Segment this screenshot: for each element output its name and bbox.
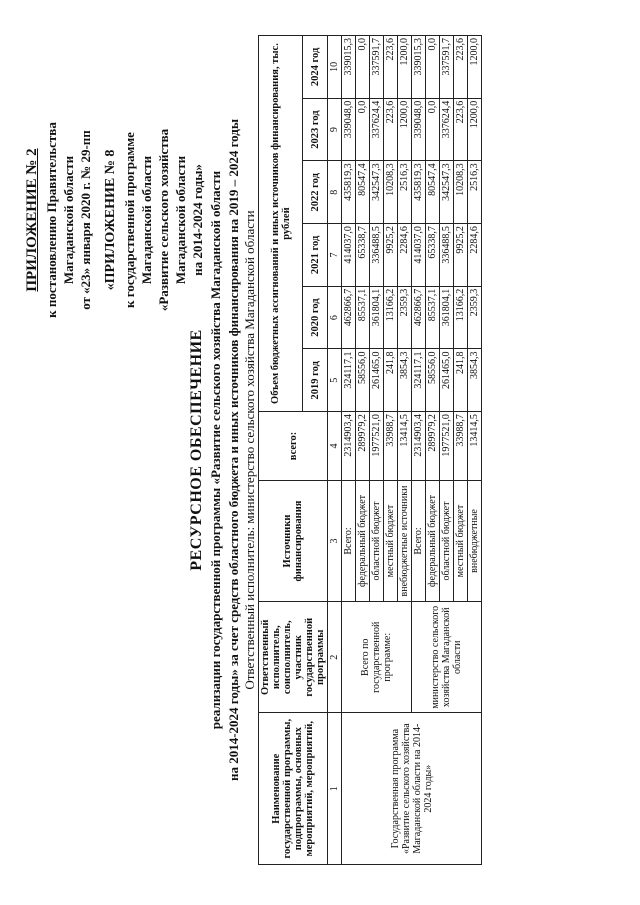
title-line-3: на 2014-2024 годы» за счет средств областного бюджета и иных источников финансирования на 2019 – 2024 годы (226, 118, 241, 782)
source-cell: внебюджетные (468, 480, 482, 601)
year-value-cell: 58556,0 (356, 349, 370, 412)
group1-executor: Всего по государственной программе: (342, 602, 412, 713)
column-numbers-row (328, 36, 342, 865)
col-header-executor: Ответственный исполнитель, соисполнитель, участник государственной программы (259, 602, 328, 713)
col-header-volume: Объем бюджетных ассигнований и иных источников финансирования, тыс. рублей (259, 36, 303, 412)
year-value-cell: 1200,0 (398, 36, 412, 99)
column-number: 10 (328, 36, 342, 99)
year-value-cell: 65338,7 (426, 224, 440, 287)
total-cell: 2314903,4 (412, 412, 426, 481)
column-number: 5 (328, 349, 342, 412)
year-value-cell: 2516,3 (468, 161, 482, 224)
year-value-cell: 223,6 (384, 36, 398, 99)
group2-executor: министерство сельского хозяйства Магаданской области (412, 602, 482, 713)
year-value-cell: 241,8 (384, 349, 398, 412)
program-name-cell: Государственная программа «Развитие сельского хозяйства Магаданской области на 2014-2024 годы» (342, 713, 482, 865)
column-number: 1 (328, 713, 342, 865)
program-line-2: Магаданской области (139, 155, 154, 285)
source-cell: Всего: (342, 480, 356, 601)
year-value-cell: 0,0 (426, 36, 440, 99)
year-value-cell: 2284,6 (468, 224, 482, 287)
year-value-cell: 1200,0 (468, 98, 482, 161)
document-title: РЕСУРСНОЕ ОБЕСПЕЧЕНИЕ (188, 329, 205, 571)
col-header-year: 2022 год (303, 161, 328, 224)
column-number: 2 (328, 602, 342, 713)
year-value-cell: 223,6 (454, 98, 468, 161)
table-body (342, 36, 482, 865)
year-value-cell: 324117,1 (342, 349, 356, 412)
year-value-cell: 337591,7 (370, 36, 384, 99)
year-value-cell: 337624,4 (440, 98, 454, 161)
col-header-year: 2019 год (303, 349, 328, 412)
year-value-cell: 342547,3 (440, 161, 454, 224)
year-value-cell: 10208,3 (384, 161, 398, 224)
column-number: 8 (328, 161, 342, 224)
year-value-cell: 337591,7 (440, 36, 454, 99)
year-value-cell: 0,0 (356, 36, 370, 99)
column-number: 7 (328, 224, 342, 287)
year-value-cell: 2359,3 (468, 286, 482, 349)
total-cell: 1977521,0 (440, 412, 454, 481)
total-cell: 13414,5 (398, 412, 412, 481)
col-header-year: 2023 год (303, 98, 328, 161)
year-value-cell: 2284,6 (398, 224, 412, 287)
program-line-1: к государственной программе (122, 132, 137, 308)
year-value-cell: 3854,3 (468, 349, 482, 412)
column-number: 3 (328, 480, 342, 601)
year-value-cell: 339048,0 (342, 98, 356, 161)
year-value-cell: 2516,3 (398, 161, 412, 224)
total-cell: 13414,5 (468, 412, 482, 481)
source-cell: областной бюджет (440, 480, 454, 601)
decree-line-2: Магаданской области (61, 155, 76, 285)
decree-date: от «23» января 2020 г. № 29-пп (78, 130, 93, 310)
year-value-cell: 342547,3 (370, 161, 384, 224)
year-value-cell: 462866,7 (342, 286, 356, 349)
total-cell: 2314903,4 (342, 412, 356, 481)
resource-table (258, 35, 482, 865)
year-value-cell: 261465,0 (370, 349, 384, 412)
year-value-cell: 1200,0 (468, 36, 482, 99)
appendix-8: «ПРИЛОЖЕНИЕ № 8 (103, 149, 118, 291)
col-header-year: 2021 год (303, 224, 328, 287)
year-value-cell: 10208,3 (454, 161, 468, 224)
document-title-block (188, 55, 258, 845)
year-value-cell: 80547,4 (356, 161, 370, 224)
year-value-cell: 435819,3 (412, 161, 426, 224)
year-value-cell: 1200,0 (398, 98, 412, 161)
year-value-cell: 85537,1 (426, 286, 440, 349)
year-value-cell: 324117,1 (412, 349, 426, 412)
title-line-2: реализации государственной программы «Развитие сельского хозяйства Магаданской области (208, 170, 223, 730)
year-value-cell: 58556,0 (426, 349, 440, 412)
year-value-cell: 13166,2 (384, 286, 398, 349)
source-cell: внебюджетные источники (398, 480, 412, 601)
total-cell: 289979,2 (356, 412, 370, 481)
column-number: 6 (328, 286, 342, 349)
year-value-cell: 223,6 (454, 36, 468, 99)
total-cell: 289979,2 (426, 412, 440, 481)
year-value-cell: 0,0 (356, 98, 370, 161)
col-header-source: Источники финансирования (259, 480, 328, 601)
source-cell: местный бюджет (384, 480, 398, 601)
year-value-cell: 241,8 (454, 349, 468, 412)
total-cell: 1977521,0 (370, 412, 384, 481)
program-line-3: «Развитие сельского хозяйства (156, 128, 171, 312)
year-value-cell: 261465,0 (440, 349, 454, 412)
year-value-cell: 337624,4 (370, 98, 384, 161)
total-cell: 33988,7 (384, 412, 398, 481)
year-value-cell: 361804,1 (440, 286, 454, 349)
year-value-cell: 0,0 (426, 98, 440, 161)
year-value-cell: 414037,0 (342, 224, 356, 287)
year-value-cell: 462866,7 (412, 286, 426, 349)
column-number: 9 (328, 98, 342, 161)
year-value-cell: 336488,5 (370, 224, 384, 287)
source-cell: Всего: (412, 480, 426, 601)
col-header-year: 2024 год (303, 36, 328, 99)
year-value-cell: 2359,3 (398, 286, 412, 349)
year-value-cell: 361804,1 (370, 286, 384, 349)
source-cell: федеральный бюджет (356, 480, 370, 601)
year-value-cell: 223,6 (384, 98, 398, 161)
year-value-cell: 9925,2 (384, 224, 398, 287)
year-value-cell: 80547,4 (426, 161, 440, 224)
year-value-cell: 339015,3 (342, 36, 356, 99)
year-value-cell: 414037,0 (412, 224, 426, 287)
col-header-year: 2020 год (303, 286, 328, 349)
col-header-name: Наименование государственной программы, подпрограммы, основных мероприятий, мероприятий, (259, 713, 328, 865)
source-cell: федеральный бюджет (426, 480, 440, 601)
year-value-cell: 13166,2 (454, 286, 468, 349)
program-line-5: на 2014-2024 годы» (190, 164, 205, 276)
program-line-4: Магаданской области (173, 155, 188, 285)
source-cell: областной бюджет (370, 480, 384, 601)
source-cell: местный бюджет (454, 480, 468, 601)
year-value-cell: 435819,3 (342, 161, 356, 224)
year-value-cell: 65338,7 (356, 224, 370, 287)
year-value-cell: 339048,0 (412, 98, 426, 161)
year-value-cell: 3854,3 (398, 349, 412, 412)
year-value-cell: 9925,2 (454, 224, 468, 287)
responsible-executor: Ответственный исполнитель: министерство сельского хозяйства Магаданской области (242, 210, 257, 690)
year-value-cell: 85537,1 (356, 286, 370, 349)
decree-line-1: к постановлению Правительства (44, 122, 59, 318)
column-number: 4 (328, 412, 342, 481)
table-row (342, 36, 356, 865)
col-header-total: всего: (259, 412, 328, 481)
appendix-number: ПРИЛОЖЕНИЕ № 2 (24, 148, 40, 292)
appendix-header (24, 40, 206, 400)
year-value-cell: 336488,5 (440, 224, 454, 287)
year-value-cell: 339015,3 (412, 36, 426, 99)
total-cell: 33988,7 (454, 412, 468, 481)
